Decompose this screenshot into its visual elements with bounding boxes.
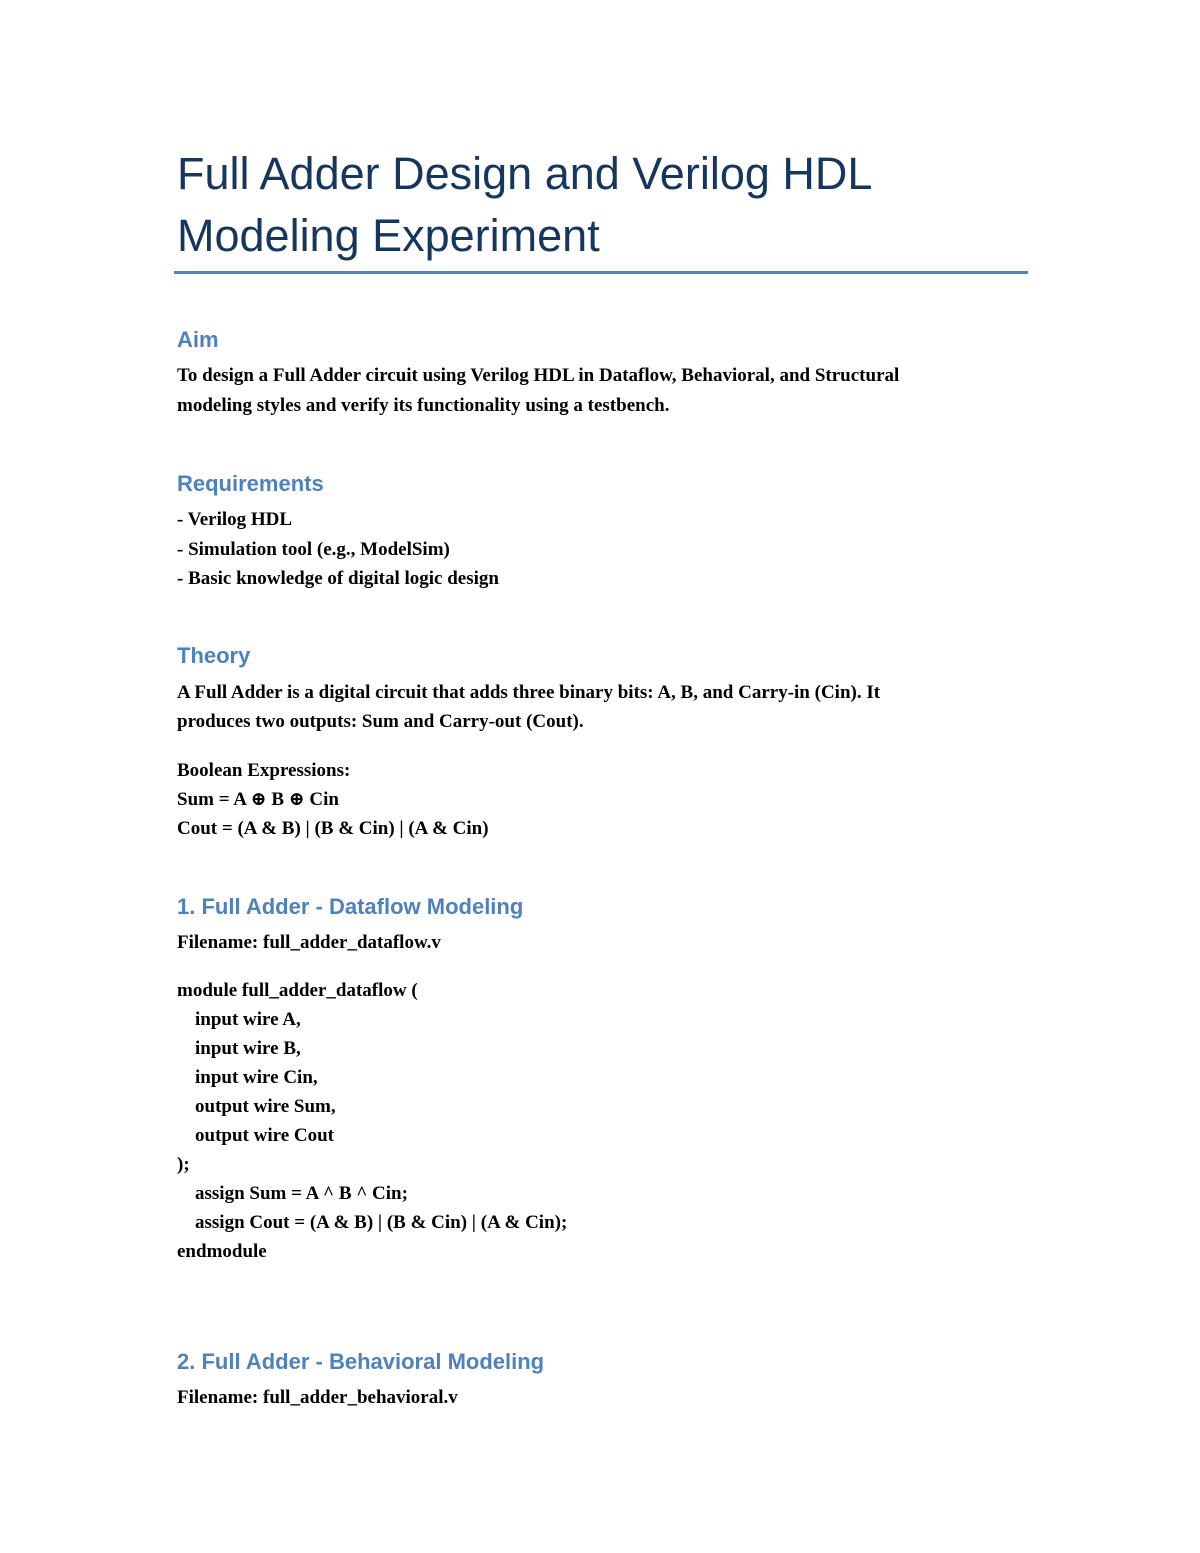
code-line: assign Cout = (A & B) | (B & Cin) | (A & Cin); <box>195 1212 568 1233</box>
behavioral-filename: Filename: full_adder_behavioral.v <box>177 1387 458 1408</box>
requirements-heading: Requirements <box>177 471 324 496</box>
dataflow-filename: Filename: full_adder_dataflow.v <box>177 932 441 953</box>
code-line: endmodule <box>177 1241 267 1262</box>
behavioral-heading: 2. Full Adder - Behavioral Modeling <box>177 1349 545 1374</box>
requirement-item: - Verilog HDL <box>177 509 293 530</box>
aim-heading: Aim <box>177 327 219 352</box>
code-line: output wire Sum, <box>195 1096 336 1117</box>
sum-expression: Sum = A ⊕ B ⊕ Cin <box>177 789 339 810</box>
theory-text-line-1: A Full Adder is a digital circuit that adds three binary bits: A, B, and Carry-in (Cin). It <box>177 682 881 703</box>
code-line: input wire A, <box>195 1009 301 1030</box>
theory-text-line-2: produces two outputs: Sum and Carry-out (Cout). <box>177 711 584 732</box>
title-line-2: Modeling Experiment <box>177 210 600 261</box>
aim-text-line-1: To design a Full Adder circuit using Verilog HDL in Dataflow, Behavioral, and Structural <box>177 365 900 386</box>
title-underline <box>174 271 1028 274</box>
aim-text-line-2: modeling styles and verify its functionality using a testbench. <box>177 395 670 416</box>
boolean-expressions-label: Boolean Expressions: <box>177 760 351 781</box>
theory-heading: Theory <box>177 643 251 668</box>
code-line: module full_adder_dataflow ( <box>177 980 418 1001</box>
requirement-item: - Simulation tool (e.g., ModelSim) <box>177 539 450 560</box>
code-line: input wire Cin, <box>195 1067 318 1088</box>
code-line: output wire Cout <box>195 1125 334 1146</box>
code-line: input wire B, <box>195 1038 301 1059</box>
requirement-item: - Basic knowledge of digital logic design <box>177 568 499 589</box>
code-line: ); <box>177 1154 190 1175</box>
document-title <box>177 143 1037 267</box>
dataflow-heading: 1. Full Adder - Dataflow Modeling <box>177 894 524 919</box>
code-line: assign Sum = A ^ B ^ Cin; <box>195 1183 408 1204</box>
title-line-1: Full Adder Design and Verilog HDL <box>177 148 873 199</box>
cout-expression: Cout = (A & B) | (B & Cin) | (A & Cin) <box>177 818 489 839</box>
